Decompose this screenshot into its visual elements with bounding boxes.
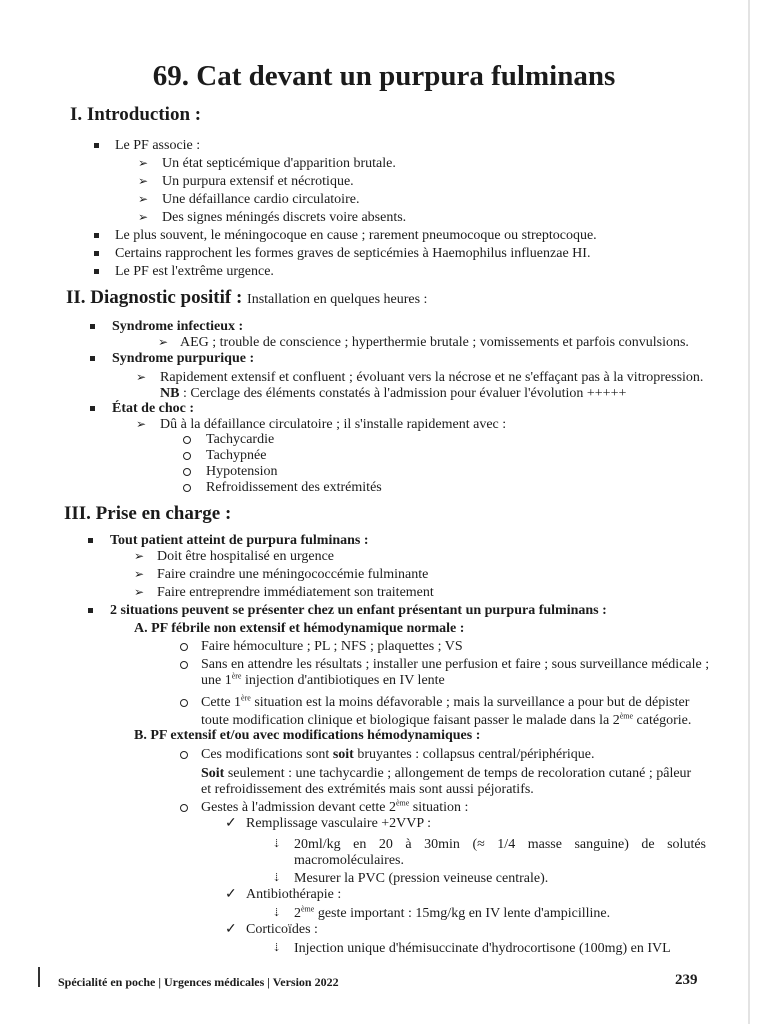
superscript: ème [619, 711, 634, 721]
situation-b-item-cont: et refroidissement des extrémités mais sont aussi péjoratifs. [201, 782, 534, 797]
intro-bullet: Certains rapprochent les formes graves de septicémies à Haemophilus influenzae HI. [115, 246, 591, 261]
choc-sign: Tachypnée [206, 448, 267, 463]
remplissage-item: Mesurer la PVC (pression veineuse centrale). [294, 871, 549, 886]
circle-bullet-icon [180, 643, 188, 651]
intro-sub-item: Des signes méningés discrets voire absents. [162, 210, 407, 225]
text-run: seulement : une tachycardie ; allongement de temps de recoloration cutané ; pâleur [224, 766, 692, 781]
nb-text: : Cerclage des éléments constatés à l'admission pour évaluer l'évolution +++++ [182, 386, 627, 401]
diagnostic-heading-text: II. Diagnostic positif : [66, 287, 243, 308]
etat-de-choc-title: État de choc : [112, 401, 195, 416]
circle-bullet-icon [183, 484, 191, 492]
remplissage-item-cont: macromoléculaires. [294, 853, 405, 868]
down-arrow-bullet-icon: ⇣ [272, 907, 282, 919]
tout-patient-item: Doit être hospitalisé en urgence [157, 549, 335, 564]
text-run: situation : [409, 800, 469, 815]
intro-bullet: Le PF est l'extrême urgence. [115, 264, 274, 279]
footer-bar [38, 967, 40, 987]
circle-bullet-icon [180, 661, 188, 669]
circle-bullet-icon [180, 751, 188, 759]
text-run-bold: Soit [201, 766, 225, 781]
syndrome-purpurique-text: Rapidement extensif et confluent ; évoluant vers la nécrose et ne s'effaçant pas à la vitropression. [160, 370, 704, 385]
situation-b-title: B. PF extensif et/ou avec modifications hémodynamiques : [134, 728, 481, 743]
arrow-bullet-icon: ➢ [134, 549, 145, 563]
text-run: Ces modifications sont [201, 747, 333, 762]
intro-pf-associe: Le PF associe : [115, 138, 201, 153]
nb-label: NB [160, 386, 180, 401]
arrow-bullet-icon: ➢ [138, 174, 149, 188]
superscript: ère [231, 671, 242, 681]
arrow-bullet-icon: ➢ [136, 370, 147, 384]
circle-bullet-icon [183, 436, 191, 444]
bullet-square [90, 324, 95, 329]
choc-sign: Refroidissement des extrémités [206, 480, 382, 495]
syndrome-purpurique-title: Syndrome purpurique : [112, 351, 255, 366]
section-heading-diagnostic [66, 287, 427, 309]
arrow-bullet-icon: ➢ [158, 335, 169, 349]
geste-corticoides: Corticoïdes : [246, 922, 318, 937]
footer-text: Spécialité en poche | Urgences médicales | Version 2022 [58, 975, 339, 989]
bullet-square [90, 356, 95, 361]
intro-bullet: Le plus souvent, le méningocoque en cause ; rarement pneumocoque ou streptocoque. [115, 228, 597, 243]
bullet-square [88, 538, 93, 543]
superscript: ème [301, 904, 315, 914]
bullet-square [94, 269, 99, 274]
situation-b-item [201, 746, 594, 763]
down-arrow-bullet-icon: ⇣ [272, 872, 282, 884]
text-run: 2 [294, 906, 301, 921]
text-run: geste important : 15mg/kg en IV lente d'ampicilline. [314, 906, 611, 921]
bullet-square [90, 406, 95, 411]
text-run: bruyantes : collapsus central/périphérique. [353, 747, 595, 762]
text-run-bold: soit [332, 747, 354, 762]
arrow-bullet-icon: ➢ [138, 192, 149, 206]
nb-note [160, 385, 626, 402]
arrow-bullet-icon: ➢ [134, 567, 145, 581]
section-heading-prise-en-charge: III. Prise en charge : [64, 503, 232, 524]
checkmark-icon: ✓ [225, 887, 237, 902]
corticoides-item: Injection unique d'hémisuccinate d'hydrocortisone (100mg) en IVL [294, 941, 671, 956]
etat-de-choc-text: Dû à la défaillance circulatoire ; il s'installe rapidement avec : [160, 417, 507, 432]
situation-a-title: A. PF fébrile non extensif et hémodynamique normale : [134, 621, 465, 636]
geste-remplissage: Remplissage vasculaire +2VVP : [246, 816, 432, 831]
syndrome-infectieux-title: Syndrome infectieux : [112, 319, 244, 334]
down-arrow-bullet-icon: ⇣ [272, 942, 282, 954]
page-title: 69. Cat devant un purpura fulminans [152, 60, 616, 92]
choc-sign: Tachycardie [206, 432, 275, 447]
intro-sub-item: Un purpura extensif et nécrotique. [162, 174, 354, 189]
arrow-bullet-icon: ➢ [138, 156, 149, 170]
arrow-bullet-icon: ➢ [138, 210, 149, 224]
circle-bullet-icon [180, 699, 188, 707]
choc-sign: Hypotension [206, 464, 278, 479]
geste-antibiotherapie: Antibiothérapie : [246, 887, 342, 902]
bullet-square [94, 233, 99, 238]
situation-a-item-cont [201, 672, 445, 689]
circle-bullet-icon [183, 468, 191, 476]
superscript: ère [241, 693, 251, 703]
situation-a-item [201, 694, 689, 711]
intro-sub-item: Un état septicémique d'apparition brutale. [162, 156, 396, 171]
situation-a-item: Sans en attendre les résultats ; installer une perfusion et faire ; sous surveillance médicale ; [201, 657, 710, 672]
text-run: catégorie. [633, 713, 692, 728]
situation-b-item-cont [201, 765, 691, 782]
text-run: toute modification clinique et biologique faisant passer le malade dans la 2 [201, 713, 620, 728]
deux-situations-title: 2 situations peuvent se présenter chez un enfant présentant un purpura fulminans : [110, 603, 607, 618]
down-arrow-bullet-icon: ⇣ [272, 838, 282, 850]
tout-patient-item: Faire entreprendre immédiatement son traitement [157, 585, 434, 600]
text-run: Cette 1 [201, 695, 242, 710]
superscript: ème [395, 798, 410, 808]
checkmark-icon: ✓ [225, 816, 237, 831]
intro-sub-item: Une défaillance cardio circulatoire. [162, 192, 360, 207]
tout-patient-item: Faire craindre une méningococcémie fulminante [157, 567, 429, 582]
antibiotherapie-item [294, 905, 610, 922]
bullet-square [94, 251, 99, 256]
checkmark-icon: ✓ [225, 922, 237, 937]
text-run: injection d'antibiotiques en IV lente [241, 673, 445, 688]
syndrome-infectieux-text: AEG ; trouble de conscience ; hyperthermie brutale ; vomissements et parfois convulsions. [180, 335, 689, 350]
situation-a-item: Faire hémoculture ; PL ; NFS ; plaquettes ; VS [201, 639, 463, 654]
text-run: Gestes à l'admission devant cette 2 [201, 800, 396, 815]
text-run: situation est la moins défavorable ; mais la surveillance a pour but de dépister [250, 695, 690, 710]
tout-patient-title: Tout patient atteint de purpura fulminans : [110, 533, 369, 548]
text-run: une 1 [201, 673, 232, 688]
arrow-bullet-icon: ➢ [136, 417, 147, 431]
diagnostic-heading-extra: Installation en quelques heures : [247, 292, 428, 307]
bullet-square [94, 143, 99, 148]
situation-b-item [201, 799, 468, 816]
remplissage-item: 20ml/kg en 20 à 30min (≈ 1/4 masse sanguine) de solutés [294, 837, 706, 852]
bullet-square [88, 608, 93, 613]
page-edge [748, 0, 750, 1024]
page-number: 239 [675, 972, 698, 988]
circle-bullet-icon [180, 804, 188, 812]
section-heading-introduction: I. Introduction : [70, 104, 202, 125]
circle-bullet-icon [183, 452, 191, 460]
arrow-bullet-icon: ➢ [134, 585, 145, 599]
